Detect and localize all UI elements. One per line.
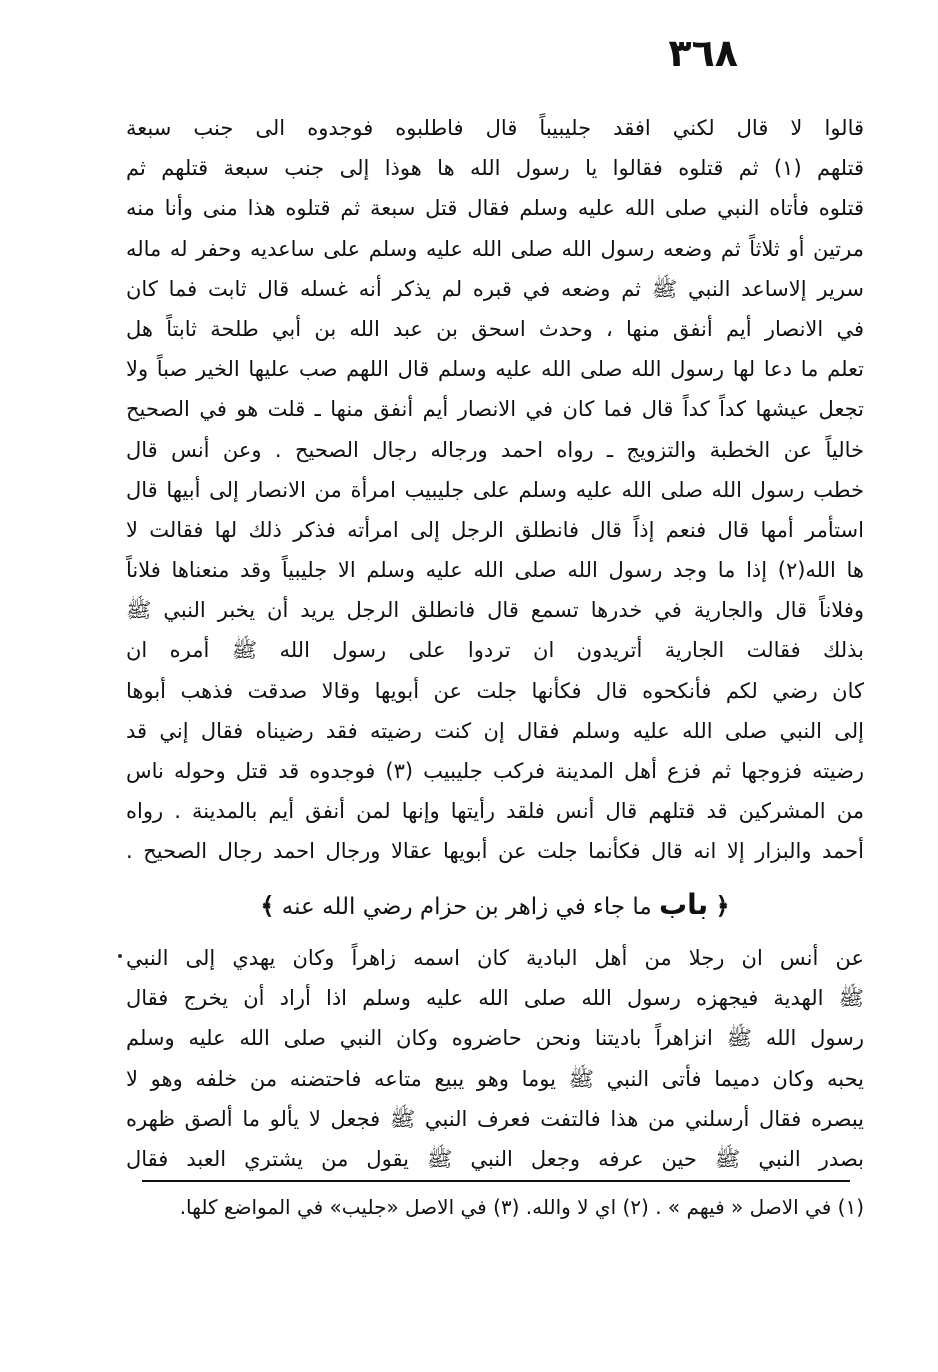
text-line: بصدر النبي ﷺ حين عرفه وجعل النبي ﷺ يقول من يشتري العبد فقال [126,1146,864,1171]
text-line: خطب رسول الله صلى الله عليه وسلم على جليبيب امرأة من الانصار إلى أبيها قال [126,477,864,502]
text-line: عن أنس ان رجلا من أهل البادية كان اسمه زاهراً وكان يهدي إلى النبي [126,946,864,970]
text-line: في الانصار أيم أنفق منها ، وحدث اسحق بن عبد الله بن أبي طلحة ثابتاً هل [126,316,864,341]
margin-mark [118,954,122,958]
chapter-heading [126,880,864,930]
text-line: تجعل عيشها كداً كداً قال فما كان في الانصار أيم أنفق منها ـ قلت هو في الصحيح [126,397,864,422]
heading-bab-word: باب [659,888,709,921]
text-line: بذلك فقالت الجارية أتريدون ان تردوا على رسول الله ﷺ أمره ان [126,638,864,663]
text-line: يحبه وكان دميما فأتى النبي ﷺ يوما وهو يبيع متاعه فاحتضنه من خلفه وهو لا [126,1066,864,1091]
text-line: ﷺ الهدية فيجهزه رسول الله صلى الله عليه وسلم اذا أراد أن يخرج فقال [126,986,864,1011]
heading-ornament-close: ﴾ [260,892,275,920]
text-line: استأمر أمها قال فنعم إذاً قال فانطلق الرجل إلى امرأته فذكر ذلك لها فقالت لا [126,517,864,542]
text-line: قتلهم (١) ثم قتلوه فقالوا يا رسول الله ها هوذا إلى جنب سبعة قتلهم ثم [126,156,864,181]
text-line: رضيته فزوجها ثم فزع أهل المدينة فركب جليبيب (٣) فوجدوه قد قتل وحوله ناس [126,759,864,783]
heading-ornament-open: ﴿ [715,892,730,920]
heading-title: ما جاء في زاهر بن حزام رضي الله عنه [281,894,652,920]
text-line: مرتين أو ثلاثاً ثم وضعه رسول الله صلى الله عليه وسلم على ساعديه وحفر له ماله [126,236,864,261]
text-line: كان رضي لكم فأنكحوه قال فكأنها جلت عن أبويها وقالا صدقت فذهب أبوها [126,678,864,703]
text-line: قتلوه فأتاه النبي صلى الله عليه وسلم فقال قتل سبعة ثم قتلوه هذا منى وأنا منه [126,196,864,221]
text-line: قالوا لا قال لكني افقد جليبيباً قال فاطلبوه فوجدوه الى جنب سبعة [126,116,864,140]
footnotes: (١) في الاصل « فيهم » . (٢) اي لا والله. (٣) في الاصل «جليب» في المواضع كلها. [179,1195,864,1219]
footnote-divider [142,1180,850,1182]
text-line: ها الله(٢) إذا ما وجد رسول الله صلى الله عليه وسلم الا جليبياً وقد منعناها فلاناً [126,558,864,583]
text-line: من المشركين قد قتلهم قال أنس فلقد رأيتها وإنها لمن أنفق أيم بالمدينة . رواه [126,799,864,824]
text-line: رسول الله ﷺ انزاهراً باديتنا ونحن حاضروه وكان النبي صلى الله عليه وسلم [126,1026,864,1051]
text-line: يبصره فقال أرسلني من هذا فالتفت فعرف النبي ﷺ فجعل لا يألو ما ألصق ظهره [126,1106,864,1131]
text-line: سرير إلاساعد النبي ﷺ ثم وضعه في قبره لم يذكر أنه غسله قال ثابت فما كان [126,276,864,301]
text-line: تعلم ما دعا لها رسول الله صلى الله عليه وسلم قال اللهم صب عليها الخير صباً ولا [126,357,864,382]
text-line: أحمد والبزار إلا انه قال فكأنما جلت عن أبويها عقالا ورجال احمد رجال الصحيح . [126,839,864,864]
hadith-section-2 [126,938,864,1179]
text-line: إلى النبي صلى الله عليه وسلم فقال إن كنت رضيته فقد رضيناه فقال إني قد [126,718,864,743]
text-line: وفلاناً قال والجارية في خدرها تسمع قال فانطلق الرجل يريد أن يخبر النبي ﷺ [126,598,864,623]
text-line: خالياً عن الخطبة والتزويج ـ رواه احمد ورجاله رجال الصحيح . وعن أنس قال [126,437,864,462]
hadith-section-1 [126,108,864,872]
page-number: ٣٦٨ [668,31,738,75]
